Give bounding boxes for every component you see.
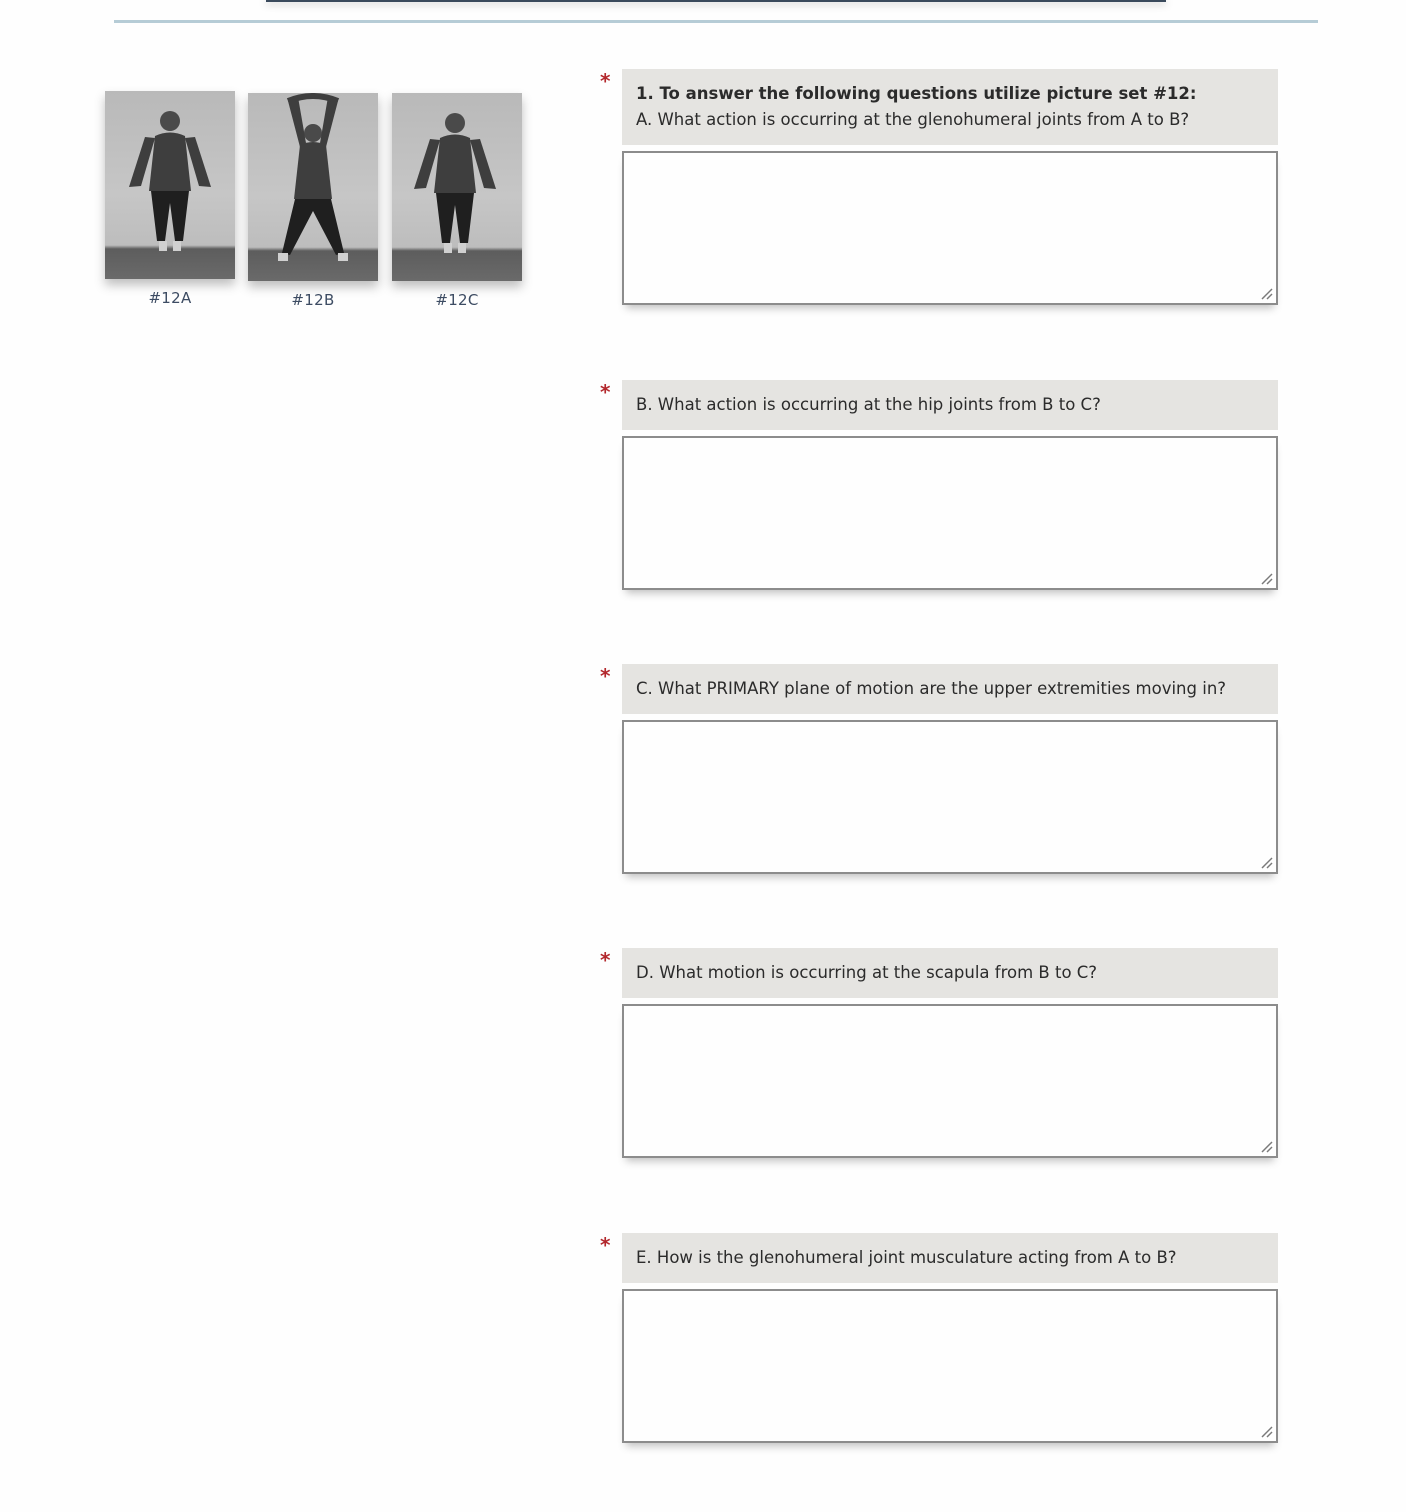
question-c-text: C. What PRIMARY plane of motion are the upper extremities moving in? xyxy=(636,679,1227,698)
question-set-title: 1. To answer the following questions utilize picture set #12: xyxy=(636,84,1197,103)
answer-d-textarea[interactable] xyxy=(622,1004,1278,1158)
photo-12b xyxy=(248,93,378,309)
resize-handle-icon[interactable] xyxy=(1260,572,1274,586)
photo-12a xyxy=(105,91,235,307)
question-d-prompt xyxy=(622,948,1278,998)
question-e-prompt xyxy=(622,1233,1278,1283)
answer-b-textarea[interactable] xyxy=(622,436,1278,590)
resize-handle-icon[interactable] xyxy=(1260,1425,1274,1439)
required-marker: * xyxy=(600,664,611,688)
resize-handle-icon[interactable] xyxy=(1260,856,1274,870)
header-bar-edge xyxy=(266,0,1166,2)
photo-12c-image xyxy=(392,93,522,281)
question-c-prompt xyxy=(622,664,1278,714)
question-b-text: B. What action is occurring at the hip joints from B to C? xyxy=(636,395,1101,414)
required-marker: * xyxy=(600,380,611,404)
question-d-text: D. What motion is occurring at the scapula from B to C? xyxy=(636,963,1098,982)
question-e xyxy=(600,1233,1280,1443)
question-c xyxy=(600,664,1280,874)
photo-12b-caption: #12B xyxy=(291,291,335,309)
question-b xyxy=(600,380,1280,590)
photo-12c-caption: #12C xyxy=(435,291,479,309)
question-e-text: E. How is the glenohumeral joint musculature acting from A to B? xyxy=(636,1248,1177,1267)
required-marker: * xyxy=(600,1233,611,1257)
section-divider xyxy=(114,20,1318,23)
question-a-prompt xyxy=(622,69,1278,145)
required-marker: * xyxy=(600,69,611,93)
photo-12b-image xyxy=(248,93,378,281)
photo-12a-caption: #12A xyxy=(148,289,192,307)
question-a-text: A. What action is occurring at the glenohumeral joints from A to B? xyxy=(636,110,1190,129)
question-b-prompt xyxy=(622,380,1278,430)
photo-12a-image xyxy=(105,91,235,279)
answer-e-textarea[interactable] xyxy=(622,1289,1278,1443)
question-d xyxy=(600,948,1280,1158)
resize-handle-icon[interactable] xyxy=(1260,1140,1274,1154)
answer-c-textarea[interactable] xyxy=(622,720,1278,874)
required-marker: * xyxy=(600,948,611,972)
photo-12c xyxy=(392,93,522,309)
resize-handle-icon[interactable] xyxy=(1260,287,1274,301)
answer-a-textarea[interactable] xyxy=(622,151,1278,305)
question-a xyxy=(600,69,1280,305)
